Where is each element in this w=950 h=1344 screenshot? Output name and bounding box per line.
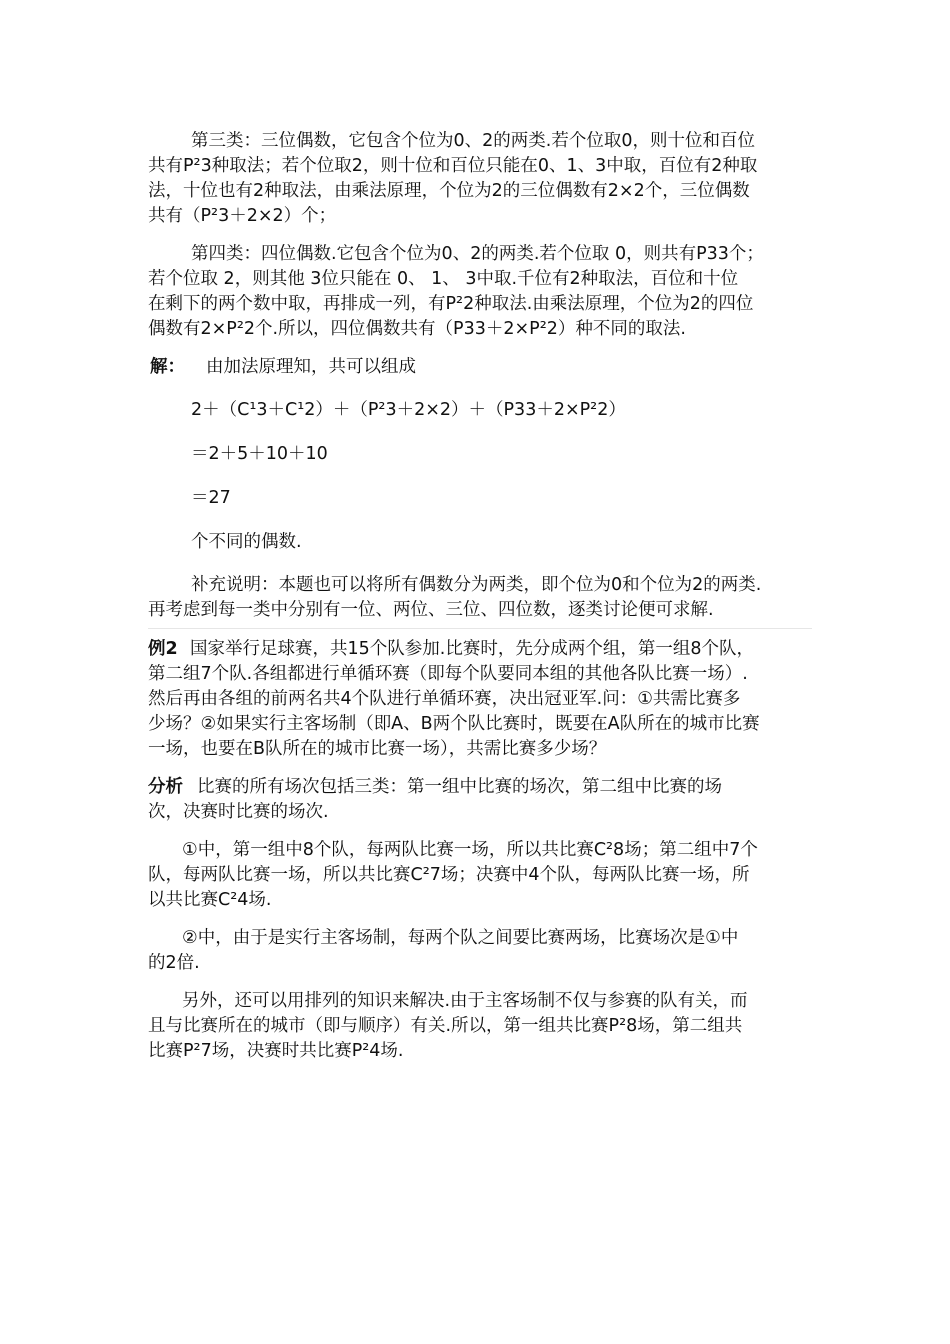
analysis-label: 分析 [148,777,183,797]
section-divider [148,628,812,629]
class3-line-1: 第三类：三位偶数，它包含个位为0、2的两类.若个位取0，则十位和百位 [191,131,755,151]
analysis-line-1: 比赛的所有场次包括三类：第一组中比赛的场次，第二组中比赛的场 [197,777,722,797]
part1-line-2: 队，每两队比赛一场，所以共比赛C²7场；决赛中4个队，每两队比赛一场，所 [148,865,750,885]
example2-line-3: 然后再由各组的前两名共4个队进行单循环赛，决出冠亚军.问：①共需比赛多 [148,689,741,709]
class3-line-2: 共有P²3种取法；若个位取2，则十位和百位只能在0、1、3中取，百位有2种取 [148,156,758,176]
analysis-line-2: 次，决赛时比赛的场次. [148,802,329,822]
part2-line-1: ②中，由于是实行主客场制，每两个队之间要比赛两场，比赛场次是①中 [182,928,739,948]
solution-intro: 由加法原理知，共可以组成 [206,357,416,377]
class3-line-4: 共有（P²3＋2×2）个； [148,206,337,226]
class4-line-1: 第四类：四位偶数.它包含个位为0、2的两类.若个位取 0，则共有P33个； [191,244,764,264]
alternative-line-1: 另外，还可以用排列的知识来解决.由于主客场制不仅与参赛的队有关，而 [182,991,748,1011]
example2-label: 例2 [148,639,178,659]
part2-line-2: 的2倍. [148,953,200,973]
alternative-line-2: 且与比赛所在的城市（即与顺序）有关.所以，第一组共比赛P²8场，第二组共 [148,1016,743,1036]
class4-line-4: 偶数有2×P²2个.所以，四位偶数共有（P33＋2×P²2）种不同的取法. [148,319,686,339]
class4-line-2: 若个位取 2，则其他 3位只能在 0、 1、 3中取.千位有2种取法，百位和十位 [148,269,739,289]
part1-line-1: ①中，第一组中8个队，每两队比赛一场，所以共比赛C²8场；第二组中7个 [182,840,758,860]
example2-line-4: 少场？②如果实行主客场制（即A、B两个队比赛时，既要在A队所在的城市比赛 [148,714,760,734]
solution-label: 解： [150,357,185,377]
note-line-2: 再考虑到每一类中分别有一位、两位、三位、四位数，逐类讨论便可求解. [148,600,714,620]
class3-line-3: 法，十位也有2种取法，由乘法原理，个位为2的三位偶数有2×2个，三位偶数 [148,181,750,201]
part1-line-3: 以共比赛C²4场. [148,890,272,910]
class4-line-3: 在剩下的两个数中取，再排成一列，有P²2种取法.由乘法原理，个位为2的四位 [148,294,754,314]
example2-line-2: 第二组7个队.各组都进行单循环赛（即每个队要同本组的其他各队比赛一场）. [148,664,748,684]
alternative-line-3: 比赛P²7场，决赛时共比赛P²4场. [148,1041,404,1061]
solution-expression: 2＋（C¹3＋C¹2）＋（P²3＋2×2）＋（P33＋2×P²2） [191,400,626,420]
solution-step-2: ＝27 [191,488,231,508]
solution-step-1: ＝2＋5＋10＋10 [191,444,328,464]
example2-line-1: 国家举行足球赛，共15个队参加.比赛时，先分成两个组，第一组8个队， [190,639,754,659]
note-line-1: 补充说明：本题也可以将所有偶数分为两类，即个位为0和个位为2的两类. [191,575,762,595]
example2-line-5: 一场，也要在B队所在的城市比赛一场），共需比赛多少场？ [148,739,607,759]
solution-conclusion: 个不同的偶数. [191,532,302,552]
